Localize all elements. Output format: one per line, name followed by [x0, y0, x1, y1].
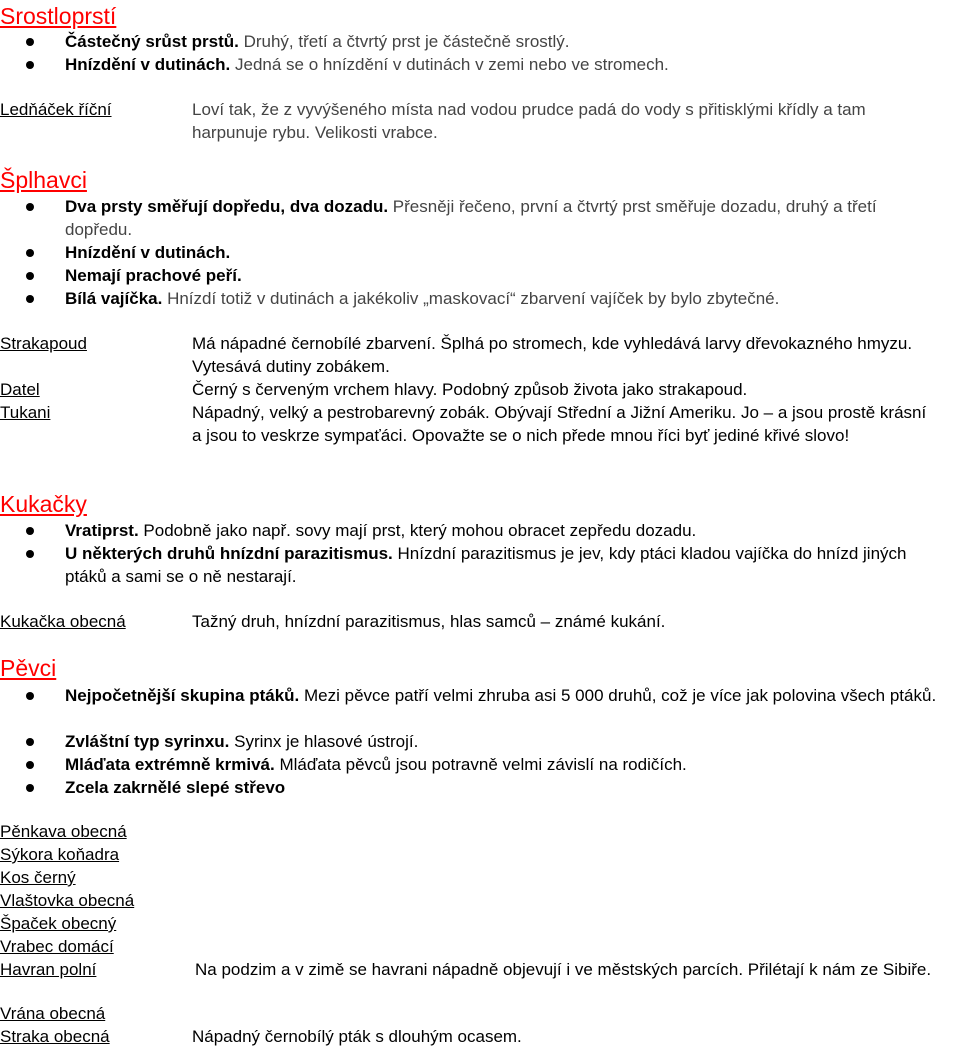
species-desc: Černý s červeným vrchem hlavy. Podobný způsob života jako strakapoud. — [192, 380, 748, 399]
bullet-bold: Bílá vajíčka. — [65, 289, 163, 308]
heading-srostloprsti: Srostloprstí — [0, 3, 117, 29]
bullet-text: Syrinx je hlasové ústrojí. — [229, 732, 419, 751]
heading-splhavci: Šplhavci — [0, 167, 87, 193]
species-link-vlastovka[interactable]: Vlaštovka obecná — [0, 891, 135, 910]
species-link-straka[interactable]: Straka obecná — [0, 1027, 110, 1046]
bullet-text: Jedná se o hnízdění v dutinách v zemi nebo ve stromech. — [230, 55, 669, 74]
species-link-tukani[interactable]: Tukani — [0, 403, 51, 422]
species-link-spacek[interactable]: Špaček obecný — [0, 914, 117, 933]
bullet-text: Hnízdí totiž v dutinách a jakékoliv „maskovací“ zbarvení vajíček by bylo zbytečné. — [162, 289, 780, 308]
species-link-vrabec[interactable]: Vrabec domácí — [0, 937, 114, 956]
bullet-bold: Hnízdění v dutinách. — [65, 55, 231, 74]
bullet-text: Druhý, třetí a čtvrtý prst je částečně srostlý. — [238, 32, 570, 51]
bullet-icon — [26, 692, 34, 700]
bullet-text: Mláďata pěvců jsou potravně velmi závislí na rodičích. — [274, 755, 687, 774]
bullet-icon — [26, 272, 34, 280]
bullet-text: Hnízdní parazitismus je jev, kdy ptáci kladou vajíčka do hnízd jiných ptáků a sami se o ně nestarají. — [65, 544, 907, 586]
species-link-havran[interactable]: Havran polní — [0, 960, 97, 979]
bullet-bold: Mláďata extrémně krmivá. — [65, 755, 275, 774]
species-desc: Tažný druh, hnízdní parazitismus, hlas samců – známé kukání. — [192, 612, 666, 631]
species-desc: Má nápadné černobílé zbarvení. Šplhá po stromech, kde vyhledává larvy dřevokazného hmyzu. Vytesává dutiny zobákem. — [192, 334, 913, 376]
species-desc: Na podzim a v zimě se havrani nápadně objevují i ve městských parcích. Přilétají k nám ze Sibiře. — [195, 960, 932, 979]
bullet-bold: Hnízdění v dutinách. — [65, 243, 231, 262]
bullet-icon — [26, 784, 34, 792]
species-link-kos[interactable]: Kos černý — [0, 868, 76, 887]
bullet-icon — [26, 38, 34, 46]
bullet-bold: Vratiprst. — [65, 521, 139, 540]
species-link-lednacek[interactable]: Ledňáček říční — [0, 100, 112, 119]
bullet-text: Přesněji řečeno, první a čtvrtý prst směřuje dozadu, druhý a třetí dopředu. — [65, 197, 877, 239]
species-link-vrana[interactable]: Vrána obecná — [0, 1004, 106, 1023]
species-link-strakapoud[interactable]: Strakapoud — [0, 334, 87, 353]
bullet-bold: U některých druhů hnízdní parazitismus. — [65, 544, 393, 563]
heading-kukacky: Kukačky — [0, 491, 87, 517]
bullet-bold: Zcela zakrnělé slepé střevo — [65, 778, 286, 797]
bullet-bold: Dva prsty směřují dopředu, dva dozadu. — [65, 197, 389, 216]
bullet-icon — [26, 203, 34, 211]
bullet-icon — [26, 527, 34, 535]
species-desc: Nápadný, velký a pestrobarevný zobák. Obývají Střední a Jižní Ameriku. Jo – a jsou prostě krásní a jsou to veskrze sympaťáci. Opovažte se o nich přede mnou říci byť jediné křivé slovo! — [192, 403, 927, 445]
species-link-sykora[interactable]: Sýkora koňadra — [0, 845, 120, 864]
bullet-bold: Nemají prachové peří. — [65, 266, 242, 285]
bullet-icon — [26, 295, 34, 303]
species-link-kukacka[interactable]: Kukačka obecná — [0, 612, 126, 631]
species-desc: Nápadný černobílý pták s dlouhým ocasem. — [192, 1027, 522, 1046]
bullet-bold: Nejpočetnější skupina ptáků. — [65, 686, 300, 705]
species-desc: Loví tak, že z vyvýšeného místa nad vodou prudce padá do vody s přitisklými křídly a tam harpunuje rybu. Velikosti vrabce. — [192, 100, 866, 142]
species-link-datel[interactable]: Datel — [0, 380, 40, 399]
species-link-penkava[interactable]: Pěnkava obecná — [0, 822, 127, 841]
heading-pevci: Pěvci — [0, 655, 57, 681]
bullet-bold: Částečný srůst prstů. — [65, 32, 239, 51]
bullet-bold: Zvláštní typ syrinxu. — [65, 732, 230, 751]
bullet-icon — [26, 738, 34, 746]
bullet-icon — [26, 550, 34, 558]
bullet-icon — [26, 61, 34, 69]
bullet-text: Podobně jako např. sovy mají prst, který mohou obracet zepředu dozadu. — [138, 521, 697, 540]
bullet-icon — [26, 249, 34, 257]
bullet-text: Mezi pěvce patří velmi zhruba asi 5 000 druhů, což je více jak polovina všech ptáků. — [299, 686, 937, 705]
bullet-icon — [26, 761, 34, 769]
